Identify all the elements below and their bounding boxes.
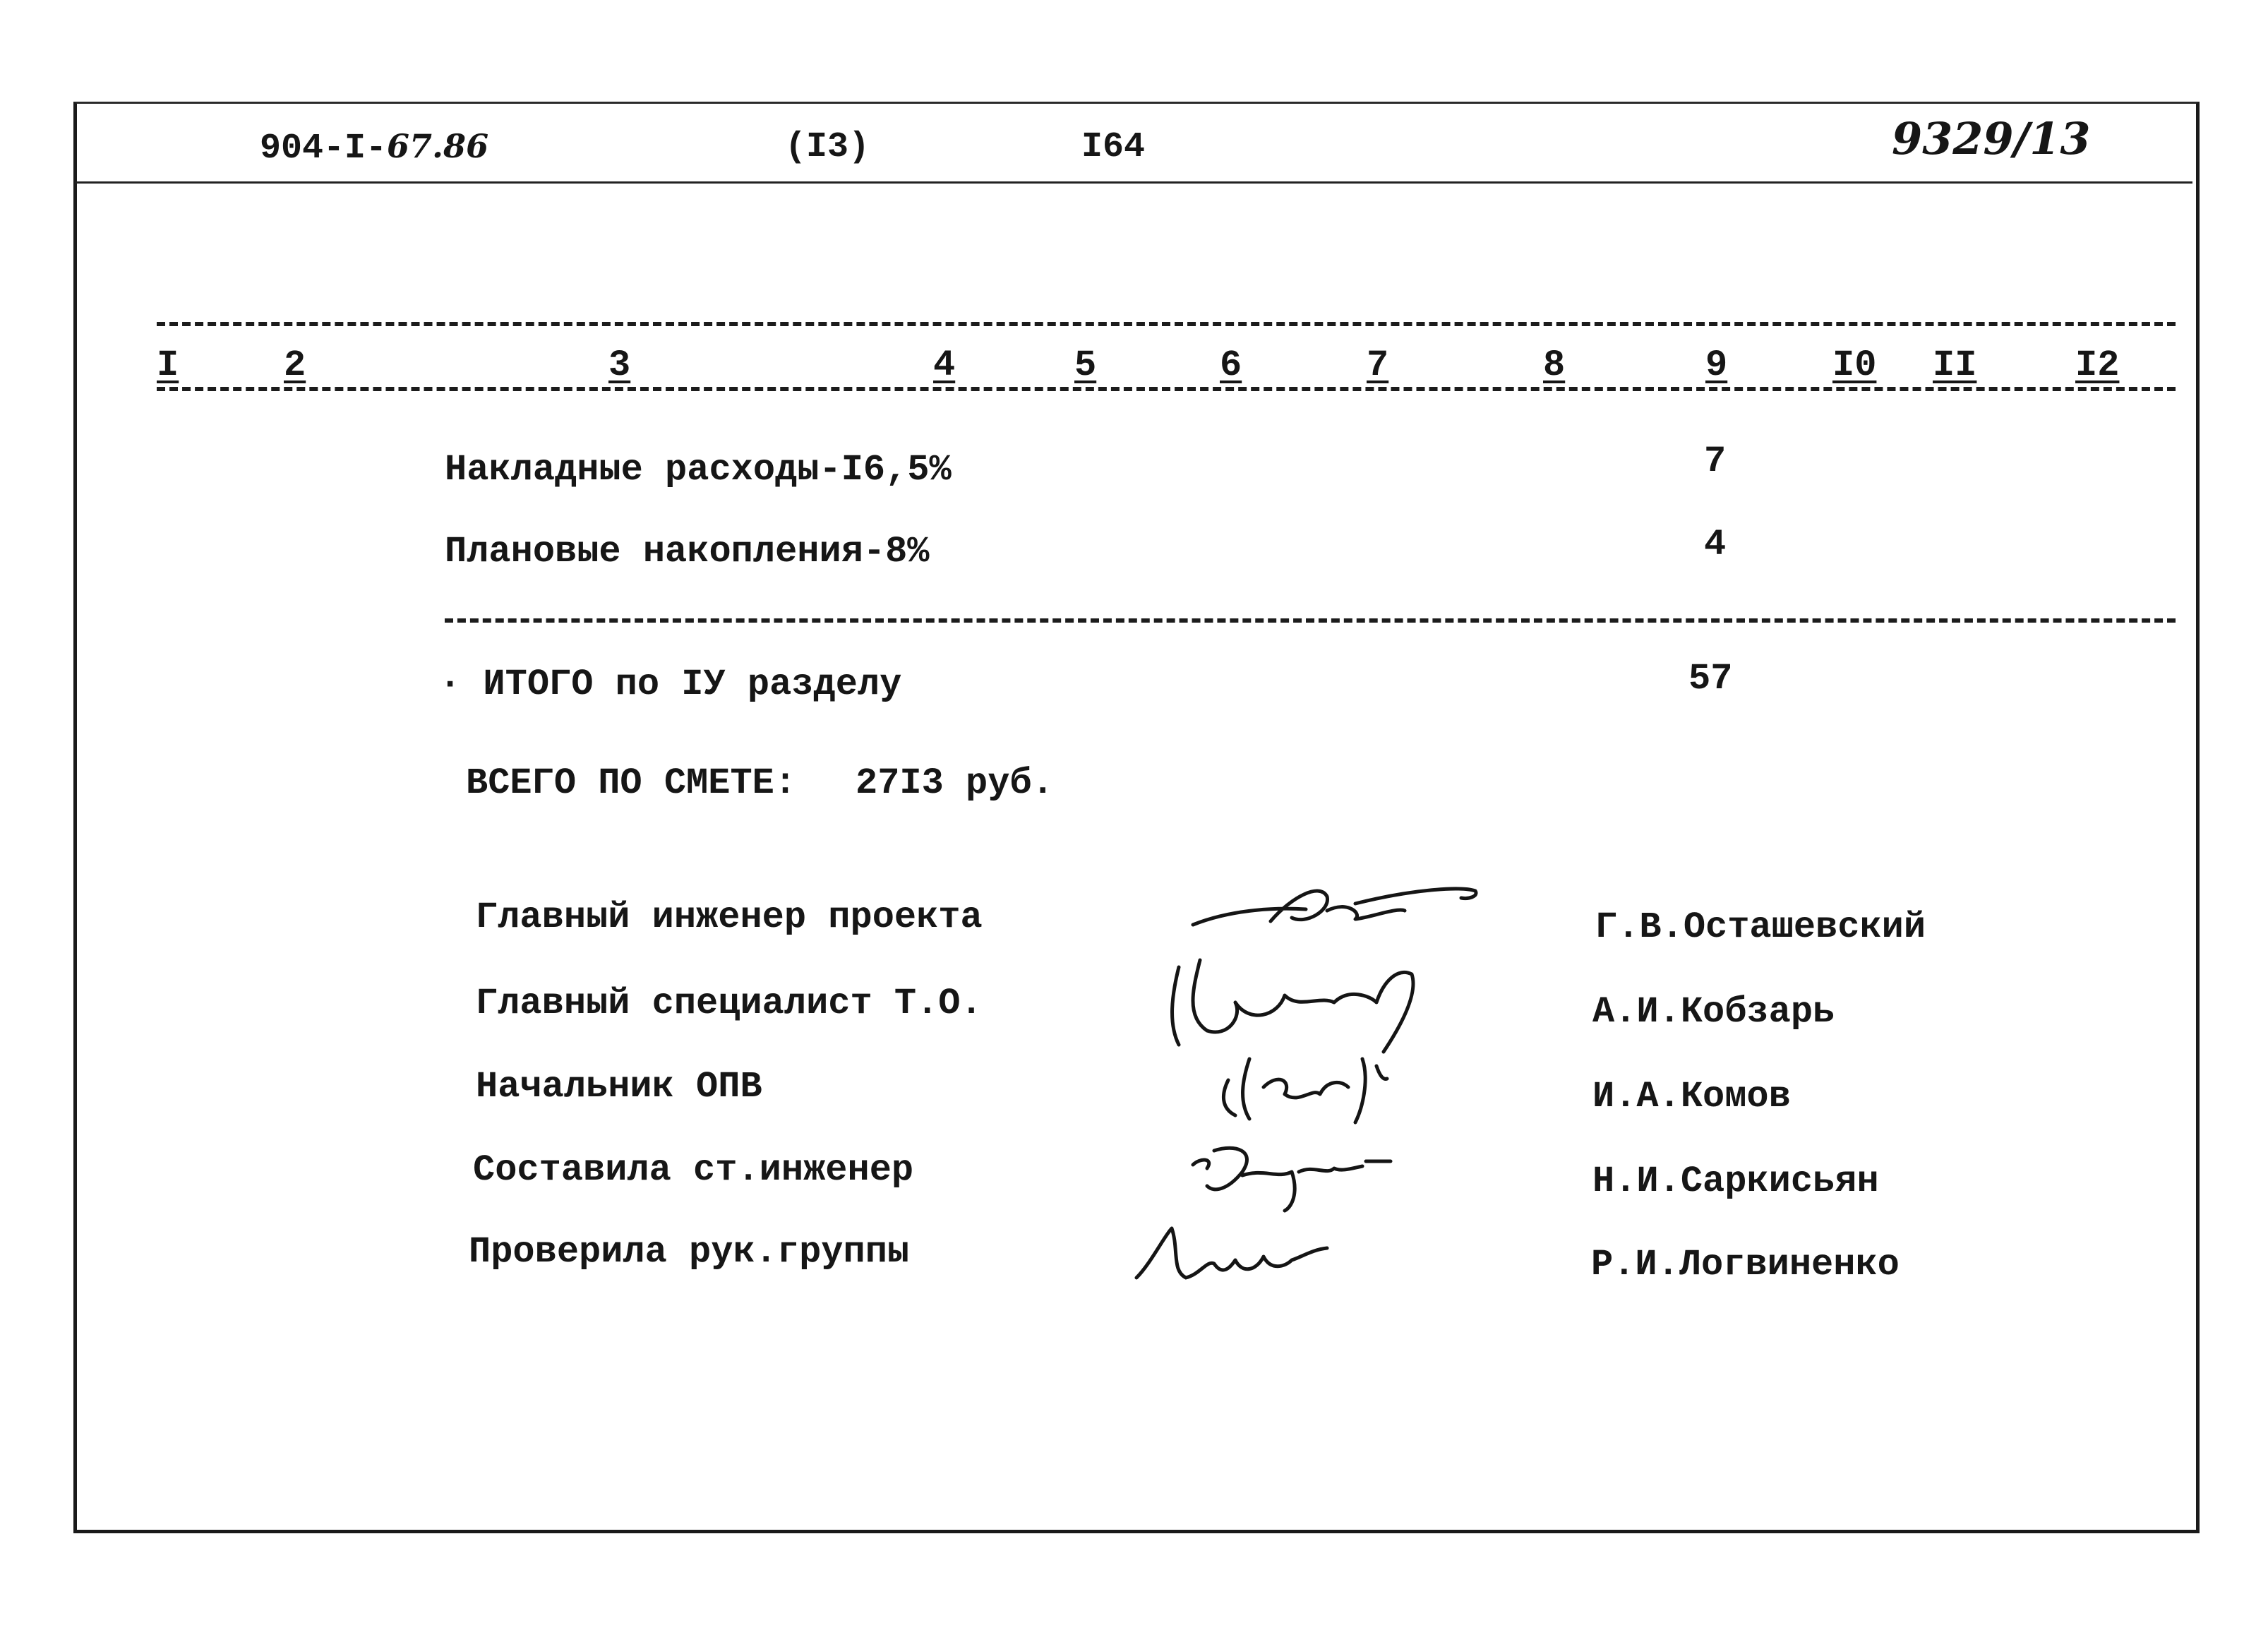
grand-total-value: 27I3 руб. bbox=[856, 762, 1054, 804]
sheet-paren: (I3) bbox=[785, 127, 870, 167]
archive-number: 9329/13 bbox=[1892, 113, 2091, 164]
column-number: I bbox=[157, 344, 179, 386]
column-number: II bbox=[1933, 344, 1977, 386]
overhead-label: Накладные расходы-I6,5% bbox=[445, 449, 952, 491]
name-compiled-by: Н.И.Саркисьян bbox=[1592, 1161, 1879, 1202]
role-checked-by: Проверила рук.группы bbox=[469, 1231, 910, 1273]
subtotal-label: · ИТОГО по IУ разделу bbox=[439, 664, 902, 705]
name-chief-specialist: А.И.Кобзарь bbox=[1592, 991, 1835, 1033]
name-chief-engineer: Г.В.Осташевский bbox=[1595, 906, 1926, 948]
doc-code-typed: 904-I- bbox=[260, 128, 388, 169]
column-number: 4 bbox=[933, 344, 956, 386]
name-checked-by: Р.И.Логвиненко bbox=[1591, 1244, 1900, 1286]
column-number: 3 bbox=[608, 344, 631, 386]
column-number: I2 bbox=[2075, 344, 2120, 386]
header-rule bbox=[75, 181, 2192, 184]
column-number: 6 bbox=[1220, 344, 1242, 386]
name-head-opv: И.А.Комов bbox=[1592, 1076, 1791, 1117]
role-chief-engineer: Главный инженер проекта bbox=[476, 897, 983, 938]
subtotal-label-text: ИТОГО по IУ разделу bbox=[483, 664, 902, 705]
signature-compiled-by bbox=[1186, 1137, 1398, 1214]
doc-code bbox=[260, 127, 488, 169]
subtotal-rule bbox=[445, 618, 2176, 623]
column-header-bottom-rule bbox=[157, 387, 2176, 391]
column-number: 8 bbox=[1543, 344, 1566, 386]
grand-total-label: ВСЕГО ПО СМЕТЕ: bbox=[466, 762, 797, 804]
role-chief-specialist: Главный специалист Т.О. bbox=[476, 983, 983, 1024]
planned-savings-label: Плановые накопления-8% bbox=[445, 531, 930, 573]
column-number: 7 bbox=[1367, 344, 1389, 386]
column-number: I0 bbox=[1832, 344, 1877, 386]
overhead-value: 7 bbox=[1704, 441, 1727, 482]
role-head-opv: Начальник ОПВ bbox=[476, 1066, 762, 1108]
column-number: 9 bbox=[1705, 344, 1728, 386]
column-header-top-rule bbox=[157, 322, 2176, 326]
page-frame bbox=[73, 102, 2200, 1533]
doc-code-handwritten: 67.86 bbox=[387, 127, 489, 165]
signature-chief-engineer bbox=[1186, 868, 1496, 946]
column-number: 2 bbox=[284, 344, 306, 386]
role-compiled-by: Составила ст.инженер bbox=[473, 1149, 914, 1191]
column-number: 5 bbox=[1074, 344, 1097, 386]
planned-savings-value: 4 bbox=[1704, 524, 1727, 565]
signature-head-opv bbox=[1200, 1038, 1412, 1129]
page-number: I64 bbox=[1081, 127, 1146, 167]
signature-checked-by bbox=[1129, 1221, 1341, 1292]
subtotal-value: 57 bbox=[1688, 658, 1733, 700]
